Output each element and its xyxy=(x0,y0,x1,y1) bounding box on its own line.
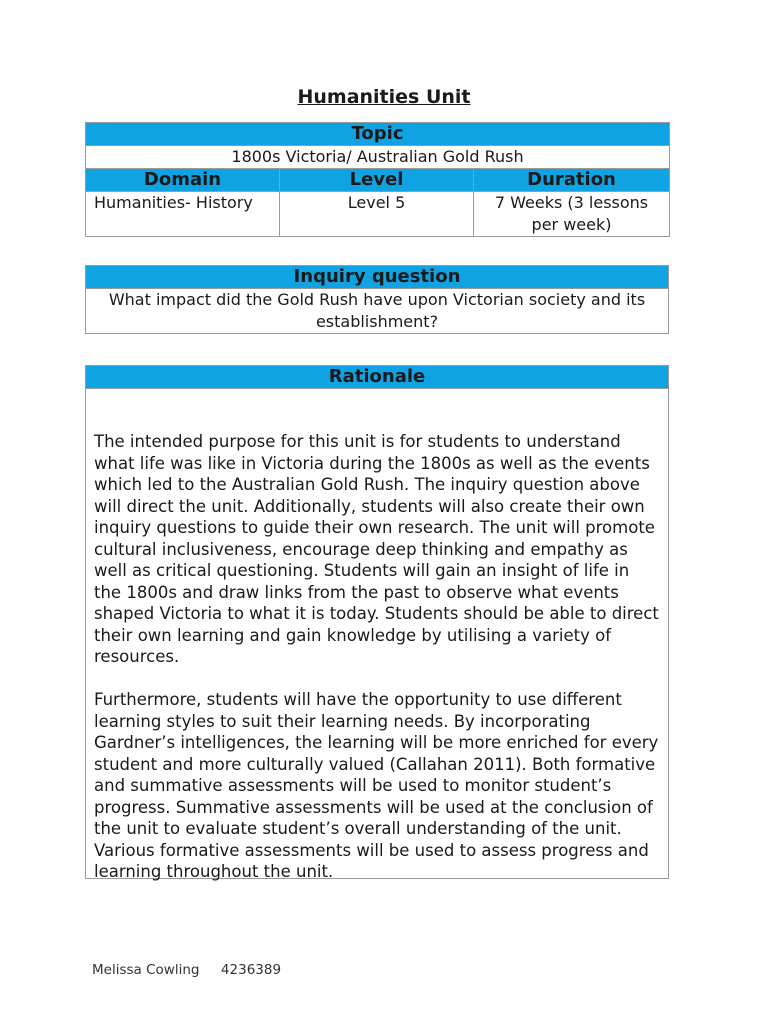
overview-table xyxy=(85,122,670,237)
level-header: Level xyxy=(280,169,474,192)
rationale-header: Rationale xyxy=(86,366,669,389)
footer xyxy=(92,962,281,978)
inquiry-header: Inquiry question xyxy=(86,266,669,289)
duration-value: 7 Weeks (3 lessons per week) xyxy=(474,192,670,237)
topic-header: Topic xyxy=(86,123,670,146)
rationale-table xyxy=(85,365,669,879)
page-title: Humanities Unit xyxy=(297,86,471,108)
footer-id: 4236389 xyxy=(220,962,282,978)
domain-value: Humanities- History xyxy=(86,192,280,237)
rationale-body xyxy=(86,389,669,879)
rationale-paragraph-2: Furthermore, students will have the opportunity to use different learning styles to suit their learning needs. By incorporating Gardner’s intelligences, the learning will be more enriched for every student and more culturally valued (Callahan 2011). Both formative and summative assessments will be used to monitor student’s progress. Summative assessments will be used at the conclusion of the unit to evaluate student’s overall understanding of the unit. Various formative assessments will be used to assess progress and learning throughout the unit. xyxy=(94,690,659,881)
inquiry-table xyxy=(85,265,669,334)
domain-header: Domain xyxy=(86,169,280,192)
rationale-paragraph-1: The intended purpose for this unit is for students to understand what life was like in Victoria during the 1800s as well as the events which led to the Australian Gold Rush. The inquiry question above will direct the unit. Additionally, students will also create their own inquiry questions to guide their own research. The unit will promote cultural inclusiveness, encourage deep thinking and empathy as well as critical questioning. Students will gain an insight of life in the 1800s and draw links from the past to observe what events shaped Victoria to what it is today. Students should be able to direct their own learning and gain knowledge by utilising a variety of resources. xyxy=(94,432,659,666)
level-value: Level 5 xyxy=(280,192,474,237)
inquiry-question: What impact did the Gold Rush have upon Victorian society and its establishment? xyxy=(86,289,669,334)
footer-author: Melissa Cowling xyxy=(92,962,200,978)
duration-header: Duration xyxy=(474,169,670,192)
topic-value: 1800s Victoria/ Australian Gold Rush xyxy=(86,146,670,169)
